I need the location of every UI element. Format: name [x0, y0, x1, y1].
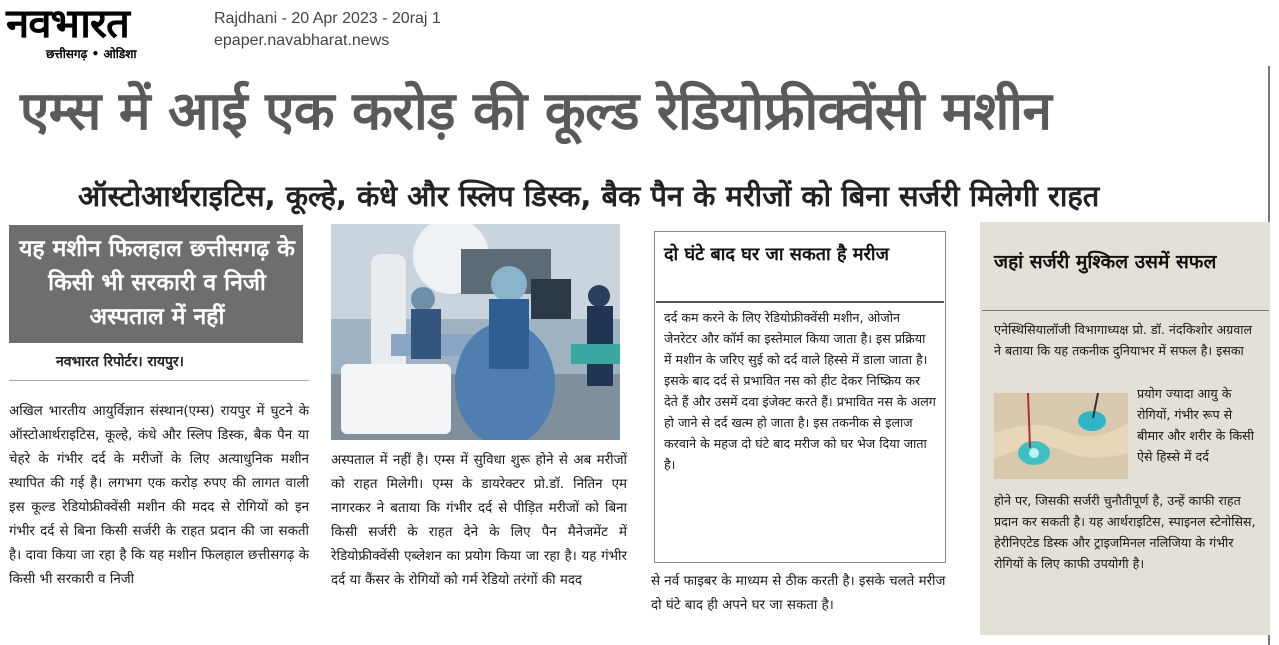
info-box-title: दो घंटे बाद घर जा सकता है मरीज	[664, 244, 889, 265]
operating-room-photo	[331, 224, 620, 440]
edition-line: Rajdhani - 20 Apr 2023 - 20raj 1	[214, 10, 441, 27]
sidebar-body-top: एनेस्थिसियालॉजी विभागाध्यक्ष प्रो. डॉ. नंदकिशोर अग्रवाल ने बताया कि यह तकनीक दुनियाभर में सफल है। इसका	[994, 322, 1253, 358]
info-box-body: दर्द कम करने के लिए रेडियोफ्रीक्वेंसी मशीन, ओजोन जेनरेटर और कॉर्म का इस्तेमाल किया जाता है। इस प्रक्रिया में मशीन के जरिए सुई को दर्द वाले हिस्से में डाला जाता है। इसके बाद दर्द से प्रभावित नस को हीट देकर निष्क्रिय कर देते हैं और उसमें दवा इंजेक्ट करते हैं। प्रभावित नस के अलग हो जाने से दर्द खत्म हो जाता है। इस तकनीक से इलाज करवाने के महज दो घंटे बाद मरीज को घर भेज दिया जाता है।	[664, 310, 936, 472]
knee-illustration	[994, 393, 1128, 479]
subheadline: ऑस्टोआर्थराइटिस, कूल्हे, कंधे और स्लिप डिस्क, बैक पैन के मरीजों को बिना सर्जरी मिलेगी राहत	[78, 179, 1100, 213]
site-link[interactable]: epaper.navabharat.news	[214, 32, 390, 49]
logo-wordmark: नवभारत	[6, 1, 129, 47]
sidebar-divider	[982, 310, 1269, 311]
sidebar-body-wrap: प्रयोग ज्यादा आयु के रोगियों, गंभीर रूप से बीमार और शरीर के किसी ऐसे हिस्से में दर्द	[1137, 386, 1254, 464]
headline: एम्स में आई एक करोड़ की कूल्ड रेडियोफ्रीक्वेंसी मशीन	[20, 81, 1052, 142]
masthead-logo	[0, 0, 200, 62]
sidebar-body-bottom: होने पर, जिसकी सर्जरी चुनौतीपूर्ण है, उन्हें काफी राहत प्रदान कर सकती है। यह आर्थराइटिस, स्पाइनल स्टेनोसिस, हेरीनिएटेड डिस्क और ट्राइजमिनल नलिजिया के गंभीर रोगियों के लिए काफी उपयोगी है।	[994, 493, 1256, 571]
article-column-3: से नर्व फाइबर के माध्यम से ठीक करती है। इसके चलते मरीज दो घंटे बाद ही अपने घर जा सकता है।	[651, 574, 946, 613]
info-box-divider	[656, 301, 944, 303]
logo-tagline: छत्तीसगढ़ • ओडिशा	[46, 47, 137, 61]
byline: नवभारत रिपोर्टर। रायपुर।	[56, 354, 184, 370]
article-column-2: अस्पताल में नहीं है। एम्स में सुविधा शुरू होने से अब मरीजों को राहत मिलेगी। एम्स के डायरेक्टर प्रो.डॉ. नितिन एम नागरकर ने बताया कि गंभीर दर्द से पीड़ित मरीजों को बिना किसी सर्जरी के राहत देने के लिए पैन मैनेजमेंट में रेडियोफ्रीक्वेंसी एब्लेशन का प्रयोग किया जा रहा है। यह गंभीर दर्द या कैंसर के रोगियों को गर्म रेडियो तरंगों की मदद	[331, 453, 627, 588]
article-column-1: अखिल भारतीय आयुर्विज्ञान संस्थान(एम्स) रायपुर में घुटने के ऑस्टोआर्थराइटिस, कूल्हे, कंधे और स्लिप डिस्क, बैक पैन या चेहरे के गंभीर दर्द के मरीजों के लिए अत्याधुनिक मशीन स्थापित की गई है। लगभग एक करोड़ रुपए की लागत वाली इस कूल्ड रेडियोफ्रीक्वेंसी मशीन की मदद से रोगियों को इन गंभीर दर्द से बिना किसी सर्जरी के राहत प्रदान की जा सकती है। दावा किया जा रहा है कि यह मशीन फिलहाल छत्तीसगढ़ के किसी भी सरकारी व निजी	[9, 404, 309, 587]
highlight-text: यह मशीन फिलहाल छत्तीसगढ़ के किसी भी सरकारी व निजी अस्पताल में नहीं	[19, 236, 295, 330]
sidebar-title: जहां सर्जरी मुश्किल उसमें सफल	[994, 251, 1217, 273]
divider	[9, 380, 309, 381]
